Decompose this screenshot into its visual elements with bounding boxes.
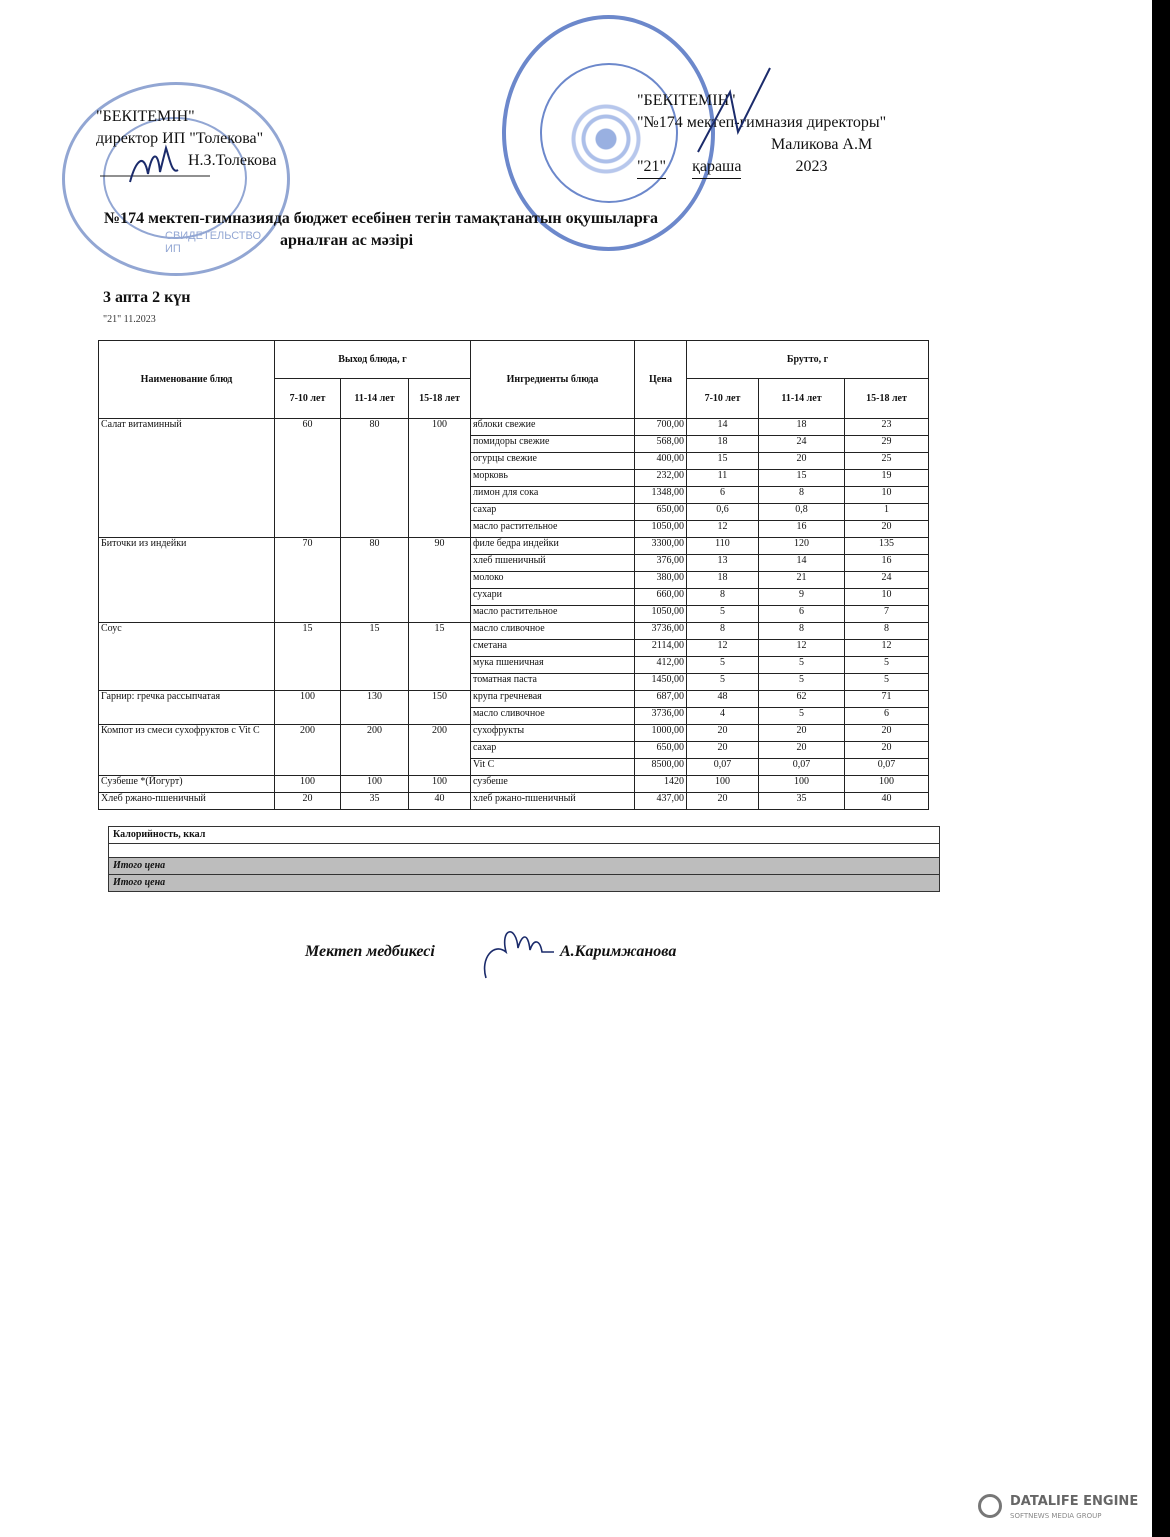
approval-position: директор ИП "Толекова" [96, 130, 264, 147]
header-age: 15-18 лет [845, 379, 929, 419]
brutto-7-10: 20 [687, 742, 759, 759]
stamp-text: СВИДЕТЕЛЬСТВО ИП [165, 230, 262, 255]
document-title [104, 208, 804, 252]
ingredient-price: 650,00 [635, 742, 687, 759]
ingredient-name: сухофрукты [471, 725, 635, 742]
dish-output: 150 [409, 691, 471, 725]
table-row [99, 623, 929, 640]
ingredient-price: 700,00 [635, 419, 687, 436]
dish-name: Биточки из индейки [99, 538, 275, 623]
ingredient-price: 568,00 [635, 436, 687, 453]
dish-output: 200 [275, 725, 341, 776]
brutto-11-14: 62 [759, 691, 845, 708]
brutto-7-10: 20 [687, 793, 759, 810]
ingredient-name: масло растительное [471, 606, 635, 623]
brutto-15-18: 16 [845, 555, 929, 572]
brutto-7-10: 0,6 [687, 504, 759, 521]
brutto-7-10: 14 [687, 419, 759, 436]
ingredient-price: 3300,00 [635, 538, 687, 555]
brutto-15-18: 0,07 [845, 759, 929, 776]
dish-output: 200 [341, 725, 409, 776]
ingredient-price: 437,00 [635, 793, 687, 810]
approval-date [637, 156, 957, 179]
header-output: Выход блюда, г [275, 341, 471, 379]
ingredient-name: огурцы свежие [471, 453, 635, 470]
dish-output: 100 [275, 776, 341, 793]
brutto-15-18: 23 [845, 419, 929, 436]
brutto-11-14: 120 [759, 538, 845, 555]
ingredient-price: 1000,00 [635, 725, 687, 742]
brutto-7-10: 12 [687, 521, 759, 538]
ingredient-name: лимон для сока [471, 487, 635, 504]
watermark [978, 1494, 1150, 1524]
approval-name: Н.З.Толекова [188, 152, 277, 169]
calories-row: Калорийность, ккал [108, 826, 940, 844]
brutto-15-18: 20 [845, 521, 929, 538]
week-day-label: 3 апта 2 күн [103, 289, 191, 306]
ingredient-price: 412,00 [635, 657, 687, 674]
brutto-11-14: 15 [759, 470, 845, 487]
brutto-11-14: 20 [759, 742, 845, 759]
dish-name: Салат витаминный [99, 419, 275, 538]
header-dish: Наименование блюд [99, 341, 275, 419]
title-line-2: арналған ас мәзірі [280, 232, 414, 249]
brutto-7-10: 5 [687, 674, 759, 691]
brutto-15-18: 8 [845, 623, 929, 640]
gear-logo-icon [978, 1494, 1002, 1518]
nurse-name: А.Каримжанова [560, 943, 677, 960]
approval-name: Маликова А.М [771, 136, 873, 153]
brutto-7-10: 18 [687, 572, 759, 589]
brutto-7-10: 48 [687, 691, 759, 708]
header-age: 11-14 лет [341, 379, 409, 419]
dish-output: 40 [409, 793, 471, 810]
brutto-7-10: 8 [687, 589, 759, 606]
brutto-15-18: 5 [845, 674, 929, 691]
ingredient-name: сузбеше [471, 776, 635, 793]
table-row [99, 793, 929, 810]
ingredient-name: сухари [471, 589, 635, 606]
total-price-row: Итого цена [108, 875, 940, 892]
ingredient-name: помидоры свежие [471, 436, 635, 453]
dish-output: 200 [409, 725, 471, 776]
dish-output: 130 [341, 691, 409, 725]
brutto-11-14: 18 [759, 419, 845, 436]
brutto-11-14: 0,8 [759, 504, 845, 521]
brutto-11-14: 100 [759, 776, 845, 793]
ingredient-price: 650,00 [635, 504, 687, 521]
principal-signature [690, 62, 790, 162]
brutto-11-14: 5 [759, 708, 845, 725]
ingredient-price: 1450,00 [635, 674, 687, 691]
header-age: 15-18 лет [409, 379, 471, 419]
date-year: 2023 [795, 158, 828, 175]
brutto-15-18: 71 [845, 691, 929, 708]
ingredient-name: Vit C [471, 759, 635, 776]
brutto-11-14: 12 [759, 640, 845, 657]
brutto-7-10: 12 [687, 640, 759, 657]
ingredient-price: 376,00 [635, 555, 687, 572]
director-signature [100, 140, 210, 190]
brutto-15-18: 100 [845, 776, 929, 793]
date-month: қараша [692, 156, 741, 179]
brutto-11-14: 0,07 [759, 759, 845, 776]
dish-name: Сузбеше *(Йогурт) [99, 776, 275, 793]
screen-edge [1152, 0, 1170, 1537]
watermark-brand: DATALIFE ENGINE [1010, 1494, 1139, 1509]
watermark-sub: SOFTNEWS MEDIA GROUP [1010, 1512, 1102, 1520]
ingredient-name: хлеб ржано-пшеничный [471, 793, 635, 810]
dish-output: 15 [409, 623, 471, 691]
brutto-15-18: 10 [845, 589, 929, 606]
ingredient-name: сметана [471, 640, 635, 657]
ingredient-price: 2114,00 [635, 640, 687, 657]
table-row [99, 538, 929, 555]
blank-row [108, 844, 940, 858]
brutto-7-10: 0,07 [687, 759, 759, 776]
ingredient-name: яблоки свежие [471, 419, 635, 436]
brutto-15-18: 19 [845, 470, 929, 487]
brutto-7-10: 20 [687, 725, 759, 742]
brutto-15-18: 29 [845, 436, 929, 453]
approval-position: "№174 мектеп-гимназия директоры" [637, 114, 887, 131]
ingredient-price: 3736,00 [635, 623, 687, 640]
ingredient-price: 1050,00 [635, 606, 687, 623]
brutto-11-14: 21 [759, 572, 845, 589]
brutto-15-18: 24 [845, 572, 929, 589]
brutto-11-14: 16 [759, 521, 845, 538]
brutto-7-10: 5 [687, 606, 759, 623]
brutto-7-10: 11 [687, 470, 759, 487]
menu-date: "21" 11.2023 [103, 314, 156, 325]
dish-output: 100 [409, 419, 471, 538]
nurse-label: Мектеп медбикесі [305, 943, 435, 960]
brutto-15-18: 5 [845, 657, 929, 674]
ingredient-price: 8500,00 [635, 759, 687, 776]
brutto-11-14: 14 [759, 555, 845, 572]
brutto-7-10: 13 [687, 555, 759, 572]
brutto-7-10: 100 [687, 776, 759, 793]
ingredient-price: 380,00 [635, 572, 687, 589]
brutto-15-18: 20 [845, 725, 929, 742]
brutto-11-14: 20 [759, 453, 845, 470]
brutto-11-14: 5 [759, 657, 845, 674]
brutto-11-14: 6 [759, 606, 845, 623]
header-age: 11-14 лет [759, 379, 845, 419]
brutto-7-10: 15 [687, 453, 759, 470]
menu-table [98, 340, 929, 810]
ingredient-price: 3736,00 [635, 708, 687, 725]
brutto-11-14: 5 [759, 674, 845, 691]
menu-table-body [99, 419, 929, 810]
dish-name: Хлеб ржано-пшеничный [99, 793, 275, 810]
total-price-row: Итого цена [108, 858, 940, 875]
dish-name: Компот из смеси сухофруктов с Vit C [99, 725, 275, 776]
ingredient-price: 1348,00 [635, 487, 687, 504]
table-row [99, 776, 929, 793]
dish-output: 80 [341, 538, 409, 623]
ingredient-name: сахар [471, 504, 635, 521]
brutto-7-10: 8 [687, 623, 759, 640]
table-footer [108, 826, 940, 892]
brutto-11-14: 9 [759, 589, 845, 606]
brutto-11-14: 20 [759, 725, 845, 742]
brutto-15-18: 20 [845, 742, 929, 759]
ingredient-name: масло сливочное [471, 623, 635, 640]
ingredient-name: крупа гречневая [471, 691, 635, 708]
ingredient-name: сахар [471, 742, 635, 759]
brutto-7-10: 110 [687, 538, 759, 555]
approval-title: "БЕКІТЕМІН" [96, 108, 195, 125]
ingredient-name: хлеб пшеничный [471, 555, 635, 572]
header-age: 7-10 лет [687, 379, 759, 419]
brutto-15-18: 40 [845, 793, 929, 810]
header-age: 7-10 лет [275, 379, 341, 419]
ingredient-name: масло сливочное [471, 708, 635, 725]
dish-name: Соус [99, 623, 275, 691]
brutto-11-14: 24 [759, 436, 845, 453]
dish-output: 60 [275, 419, 341, 538]
title-line-1: №174 мектеп-гимназияда бюджет есебінен тегін тамақтанатын оқушыларға [104, 210, 658, 227]
approval-title: "БЕКІТЕМІН" [637, 92, 736, 109]
ingredient-name: масло растительное [471, 521, 635, 538]
brutto-15-18: 6 [845, 708, 929, 725]
dish-output: 15 [275, 623, 341, 691]
brutto-7-10: 6 [687, 487, 759, 504]
ingredient-price: 232,00 [635, 470, 687, 487]
table-row [99, 691, 929, 708]
ingredient-name: молоко [471, 572, 635, 589]
date-day: "21" [637, 156, 666, 179]
dish-output: 100 [341, 776, 409, 793]
table-row [99, 725, 929, 742]
dish-output: 35 [341, 793, 409, 810]
brutto-15-18: 12 [845, 640, 929, 657]
dish-output: 100 [275, 691, 341, 725]
brutto-15-18: 1 [845, 504, 929, 521]
brutto-11-14: 35 [759, 793, 845, 810]
dish-output: 80 [341, 419, 409, 538]
ingredient-price: 1050,00 [635, 521, 687, 538]
header-ingredients: Ингредиенты блюда [471, 341, 635, 419]
dish-output: 90 [409, 538, 471, 623]
table-row [99, 419, 929, 436]
ingredient-name: томатная паста [471, 674, 635, 691]
brutto-7-10: 18 [687, 436, 759, 453]
ingredient-name: морковь [471, 470, 635, 487]
brutto-15-18: 7 [845, 606, 929, 623]
approval-right [637, 90, 957, 179]
dish-output: 70 [275, 538, 341, 623]
ingredient-price: 1420 [635, 776, 687, 793]
dish-name: Гарнир: гречка рассыпчатая [99, 691, 275, 725]
brutto-11-14: 8 [759, 487, 845, 504]
ingredient-price: 400,00 [635, 453, 687, 470]
brutto-15-18: 135 [845, 538, 929, 555]
ingredient-name: мука пшеничная [471, 657, 635, 674]
nurse-signature [476, 918, 556, 988]
dish-output: 100 [409, 776, 471, 793]
dish-output: 20 [275, 793, 341, 810]
brutto-15-18: 10 [845, 487, 929, 504]
ingredient-price: 660,00 [635, 589, 687, 606]
brutto-7-10: 4 [687, 708, 759, 725]
header-price: Цена [635, 341, 687, 419]
ingredient-price: 687,00 [635, 691, 687, 708]
header-brutto: Брутто, г [687, 341, 929, 379]
dish-output: 15 [341, 623, 409, 691]
brutto-11-14: 8 [759, 623, 845, 640]
ingredient-name: филе бедра индейки [471, 538, 635, 555]
brutto-7-10: 5 [687, 657, 759, 674]
brutto-15-18: 25 [845, 453, 929, 470]
